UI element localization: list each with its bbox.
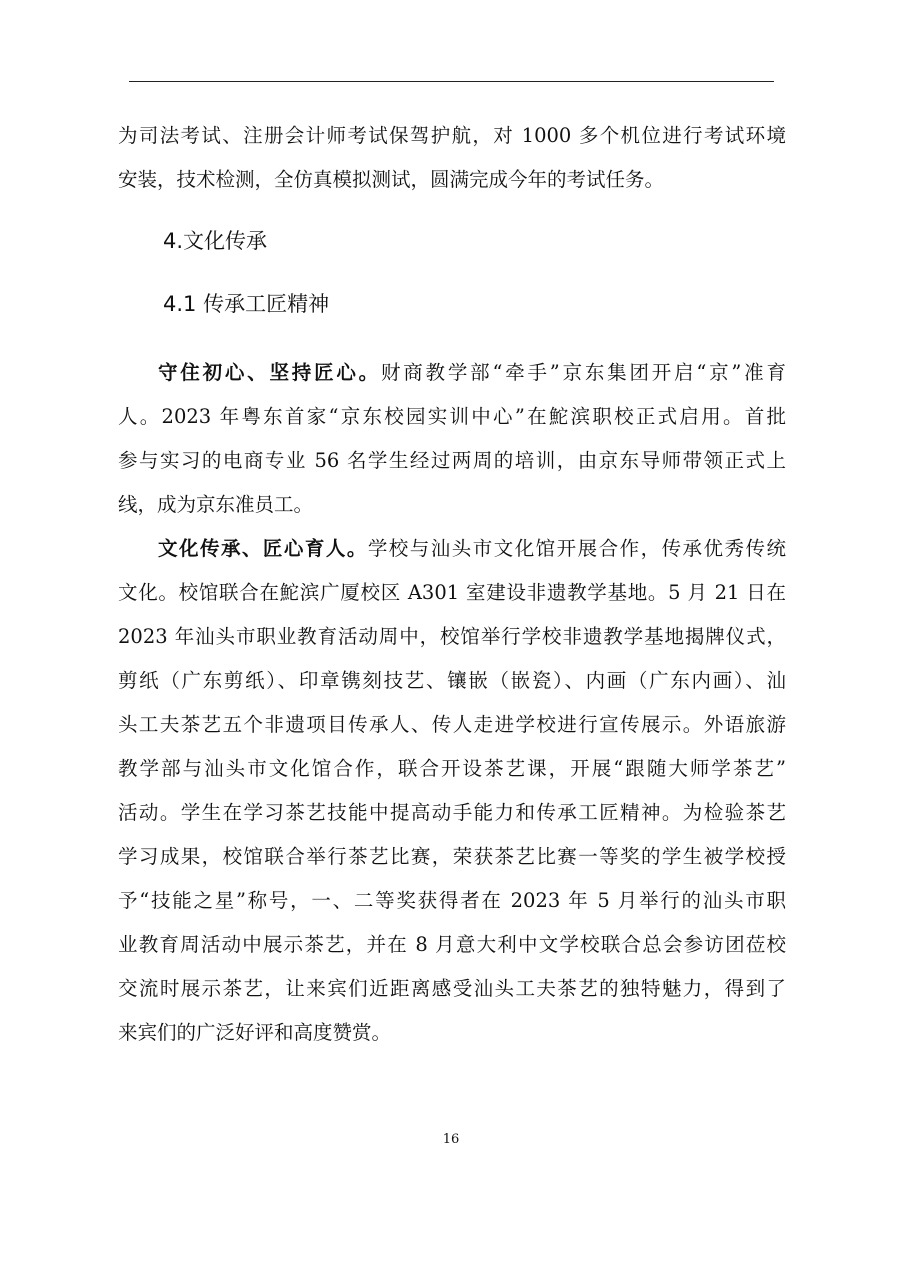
body-line: 业教育周活动中展示茶艺，并在 8 月意大利中文学校联合总会参访团莅校: [118, 933, 786, 956]
paragraph-first-line: [158, 534, 786, 564]
section-heading: 4.文化传承: [163, 229, 268, 253]
body-line: 2023 年汕头市职业教育活动周中，校馆举行学校非遗教学基地揭牌仪式，: [118, 625, 786, 648]
paragraph-lead: 守住初心、坚持匠心。: [158, 361, 381, 384]
body-line: 学习成果，校馆联合举行茶艺比赛，荣获茶艺比赛一等奖的学生被学校授: [118, 845, 786, 868]
body-line: 教学部与汕头市文化馆合作，联合开设茶艺课，开展“跟随大师学茶艺”: [118, 757, 786, 780]
body-line: 交流时展示茶艺，让来宾们近距离感受汕头工夫茶艺的独特魅力，得到了: [118, 977, 786, 1000]
body-line: 文化。校馆联合在鮀滨广厦校区 A301 室建设非遗教学基地。5 月 21 日在: [118, 581, 786, 604]
body-line: 来宾们的广泛好评和高度赞赏。: [118, 1021, 392, 1044]
body-line: 线，成为京东准员工。: [118, 493, 314, 516]
paragraph-text: 财商教学部“牵手”京东集团开启“京”准育: [380, 361, 786, 384]
body-line: 头工夫茶艺五个非遗项目传承人、传人走进学校进行宣传展示。外语旅游: [118, 713, 786, 736]
subsection-heading: 4.1 传承工匠精神: [163, 292, 330, 316]
body-line: 剪纸（广东剪纸）、印章镌刻技艺、镶嵌（嵌瓷）、内画（广东内画）、汕: [118, 669, 786, 692]
body-line: 予“技能之星”称号，一、二等奖获得者在 2023 年 5 月举行的汕头市职: [118, 889, 786, 912]
body-line: 人。2023 年粤东首家“京东校园实训中心”在鮀滨职校正式启用。首批: [118, 405, 786, 428]
body-line: 安装，技术检测，全仿真模拟测试，圆满完成今年的考试任务。: [118, 168, 665, 191]
body-line: 活动。学生在学习茶艺技能中提高动手能力和传承工匠精神。为检验茶艺: [118, 801, 786, 824]
paragraph-text: 学校与汕头市文化馆开展合作，传承优秀传统: [367, 537, 786, 560]
body-line: 参与实习的电商专业 56 名学生经过两周的培训，由京东导师带领正式上: [118, 449, 786, 472]
paragraph-first-line: [158, 358, 786, 388]
header-rule: [129, 81, 774, 82]
page-number: 16: [442, 1132, 460, 1147]
body-line: 为司法考试、注册会计师考试保驾护航，对 1000 多个机位进行考试环境: [118, 124, 786, 147]
paragraph-lead: 文化传承、匠心育人。: [158, 537, 368, 560]
